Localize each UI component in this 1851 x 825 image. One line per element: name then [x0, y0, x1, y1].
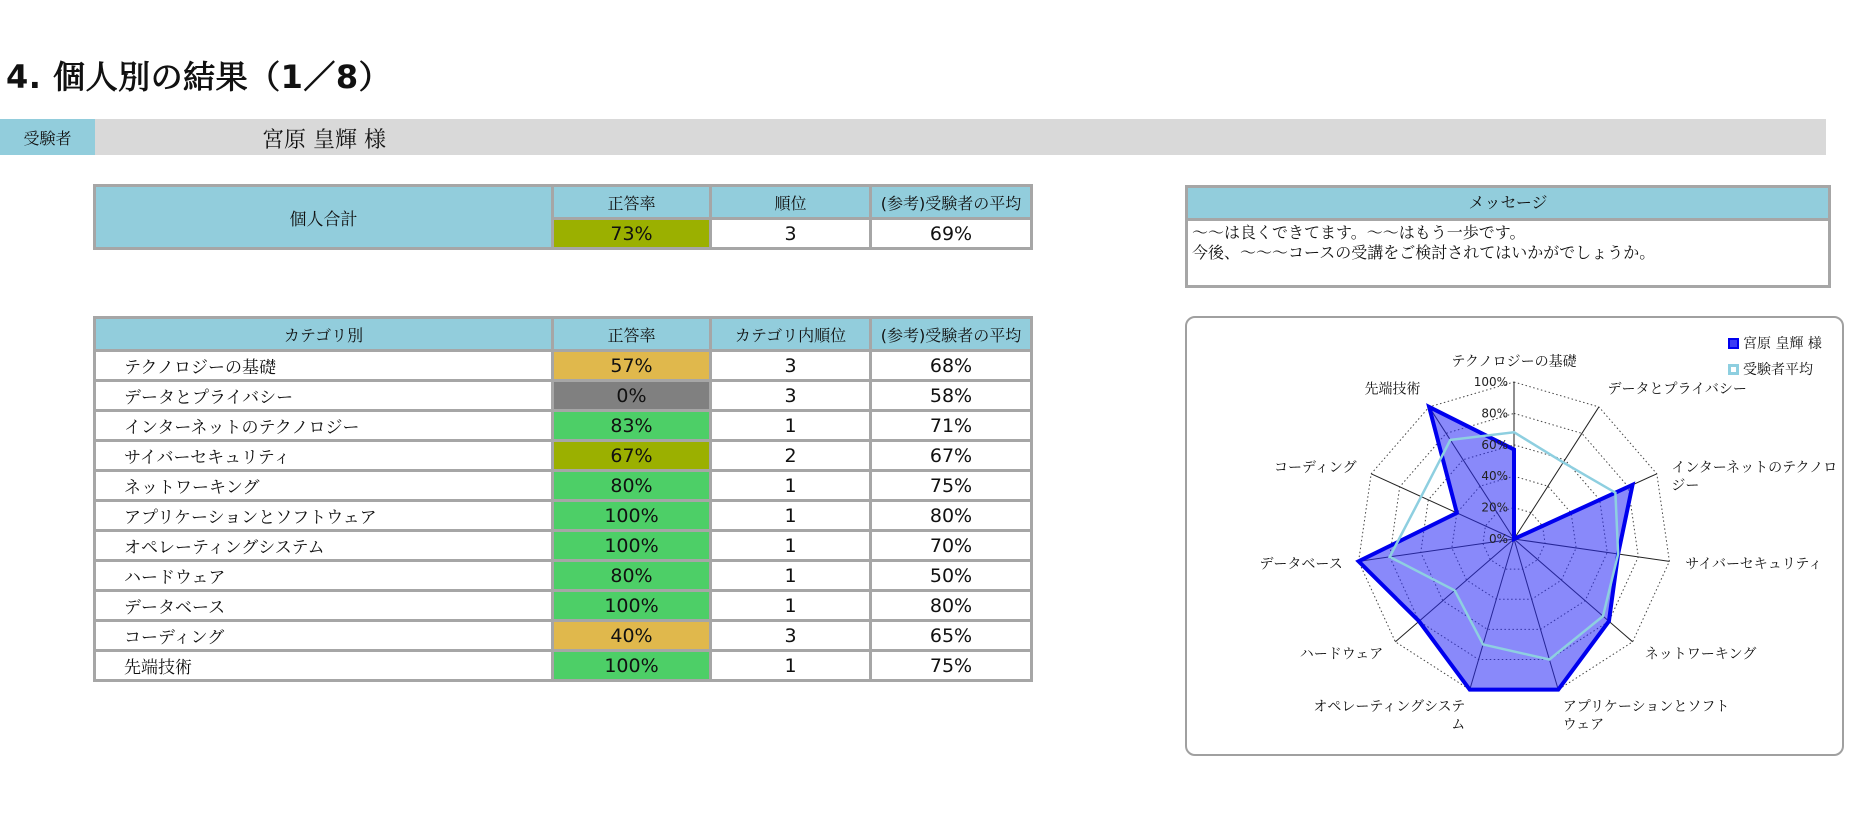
category-rate: 67% [553, 441, 711, 471]
category-name: ハードウェア [95, 561, 553, 591]
category-name: データとプライバシー [95, 381, 553, 411]
tick-label: 60% [1481, 437, 1508, 452]
category-average: 50% [871, 561, 1032, 591]
category-label: ネットワーキング [1644, 646, 1757, 663]
tick-label: 20% [1481, 500, 1508, 515]
page-title: 4. 個人別の結果（1／8） [6, 58, 392, 96]
category-rank: 3 [711, 381, 871, 411]
category-rate: 57% [553, 351, 711, 381]
category-average: 75% [871, 471, 1032, 501]
category-label: データとプライバシー [1607, 381, 1747, 398]
category-name: コーディング [95, 621, 553, 651]
table-row [95, 621, 1032, 651]
category-rate: 80% [553, 561, 711, 591]
category-label: オペレーティングシステ [1313, 698, 1466, 715]
category-label: ウェア [1562, 716, 1605, 733]
category-name: アプリケーションとソフトウェア [95, 501, 553, 531]
tick-label: 40% [1481, 469, 1508, 484]
category-rate: 40% [553, 621, 711, 651]
category-average-header: (参考)受験者の平均 [871, 318, 1032, 351]
total-label: 個人合計 [95, 186, 553, 249]
category-header: カテゴリ別 [95, 318, 553, 351]
category-average: 80% [871, 591, 1032, 621]
category-average: 67% [871, 441, 1032, 471]
candidate-label: 受験者 [0, 119, 95, 155]
total-rank: 3 [711, 219, 871, 249]
category-rank: 1 [711, 591, 871, 621]
category-rank: 1 [711, 501, 871, 531]
category-average: 65% [871, 621, 1032, 651]
table-row [95, 411, 1032, 441]
category-rate: 100% [553, 501, 711, 531]
category-name: サイバーセキュリティ [95, 441, 553, 471]
category-average: 71% [871, 411, 1032, 441]
table-row [95, 531, 1032, 561]
category-rank: 3 [711, 351, 871, 381]
category-rank: 1 [711, 411, 871, 441]
candidate-name: 宮原 皇輝 様 [262, 128, 386, 153]
category-rate: 100% [553, 531, 711, 561]
category-rate: 83% [553, 411, 711, 441]
legend-item-average [1728, 356, 1822, 382]
tick-label: 100% [1473, 375, 1508, 389]
category-rate-header: 正答率 [553, 318, 711, 351]
legend-label-person: 宮原 皇輝 様 [1743, 336, 1822, 352]
table-row [95, 651, 1032, 681]
category-label: インターネットのテクノロ [1671, 460, 1838, 477]
chart-legend [1728, 330, 1822, 382]
category-name: 先端技術 [95, 651, 553, 681]
legend-swatch-average [1728, 364, 1739, 375]
category-rank: 2 [711, 441, 871, 471]
category-label: テクノロジーの基礎 [1451, 354, 1577, 370]
category-name: インターネットのテクノロジー [95, 411, 553, 441]
table-row [95, 561, 1032, 591]
message-header: メッセージ [1188, 188, 1828, 221]
table-row [95, 381, 1032, 411]
message-line: 今後、～～～コースの受講をご検討されてはいかがでしょうか。 [1192, 243, 1656, 262]
category-rate: 100% [553, 591, 711, 621]
category-label: ム [1451, 716, 1466, 733]
total-rank-header: 順位 [711, 186, 871, 219]
category-name: データベース [95, 591, 553, 621]
category-table [93, 316, 1033, 682]
legend-label-average: 受験者平均 [1743, 362, 1813, 378]
message-panel [1185, 185, 1831, 288]
message-body [1188, 221, 1828, 265]
category-label: 先端技術 [1364, 381, 1421, 398]
category-average: 70% [871, 531, 1032, 561]
table-row [95, 501, 1032, 531]
category-label: コーディング [1274, 460, 1357, 477]
total-table [93, 184, 1033, 250]
category-rank: 3 [711, 621, 871, 651]
total-rate-header: 正答率 [553, 186, 711, 219]
category-average: 68% [871, 351, 1032, 381]
category-label: データベース [1259, 556, 1343, 573]
tick-label: 0% [1488, 532, 1508, 546]
category-name: オペレーティングシステム [95, 531, 553, 561]
total-rate: 73% [553, 219, 711, 249]
table-row [95, 441, 1032, 471]
category-name: ネットワーキング [95, 471, 553, 501]
category-rank: 1 [711, 531, 871, 561]
category-label: ジー [1671, 478, 1700, 495]
category-label: アプリケーションとソフト [1562, 698, 1730, 715]
category-rate: 80% [553, 471, 711, 501]
category-average: 80% [871, 501, 1032, 531]
category-rank: 1 [711, 561, 871, 591]
table-row [95, 351, 1032, 381]
message-line: ～～は良くできてます。～～はもう一歩です。 [1192, 223, 1526, 242]
radar-chart-svg [1187, 318, 1842, 754]
legend-item-person [1728, 330, 1822, 356]
category-name: テクノロジーの基礎 [95, 351, 553, 381]
category-label: ハードウェア [1299, 646, 1384, 663]
category-rate: 100% [553, 651, 711, 681]
legend-swatch-person [1728, 338, 1739, 349]
category-rate: 0% [553, 381, 711, 411]
tick-label: 80% [1481, 406, 1508, 421]
table-row [95, 591, 1032, 621]
category-label: サイバーセキュリティ [1685, 556, 1823, 573]
category-rank: 1 [711, 651, 871, 681]
total-average-header: (参考)受験者の平均 [871, 186, 1032, 219]
category-average: 58% [871, 381, 1032, 411]
category-rank-header: カテゴリ内順位 [711, 318, 871, 351]
category-average: 75% [871, 651, 1032, 681]
radar-chart [1185, 316, 1844, 756]
category-rank: 1 [711, 471, 871, 501]
table-row [95, 471, 1032, 501]
total-average: 69% [871, 219, 1032, 249]
